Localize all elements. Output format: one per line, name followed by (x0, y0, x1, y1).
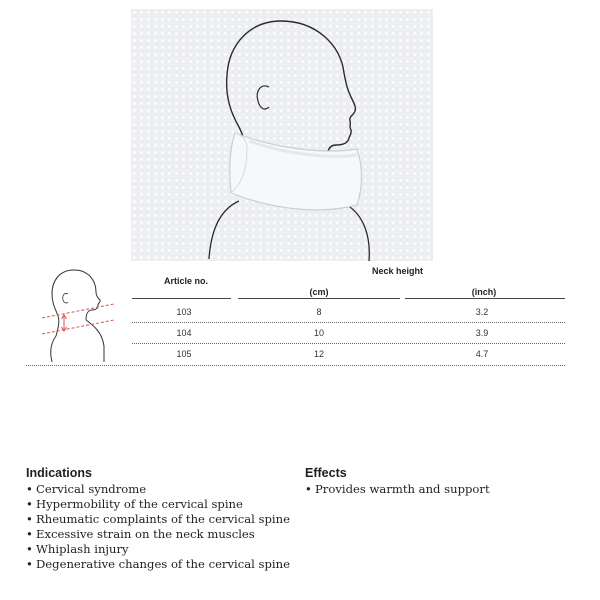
indications-title: Indications (26, 466, 92, 480)
article-cell: 104 (176, 328, 192, 338)
article-cell: 103 (176, 307, 192, 317)
neck-height-header: Neck height (372, 266, 424, 276)
list-item (26, 557, 290, 572)
unit-inch-header: (inch) (471, 287, 497, 297)
list-item (26, 497, 290, 512)
table-bottom-rule (26, 365, 565, 366)
product-image (131, 9, 433, 261)
list-item (26, 542, 290, 557)
effect-text: Provides warmth and support (315, 482, 490, 496)
effects-list (305, 482, 490, 497)
indications-list (26, 482, 290, 573)
header-rule (405, 298, 565, 299)
effects-section (305, 466, 490, 497)
bullet-icon: • (26, 542, 33, 557)
ear-outline (257, 86, 269, 109)
bullet-icon: • (26, 497, 33, 512)
inch-cell: 3.9 (475, 328, 489, 338)
indication-text: Whiplash injury (36, 542, 129, 557)
list-item (26, 482, 290, 497)
effects-title: Effects (305, 466, 347, 480)
inch-cell: 3.2 (475, 307, 489, 317)
bullet-icon: • (26, 527, 33, 542)
indication-text: Excessive strain on the neck muscles (36, 527, 255, 542)
cm-cell: 8 (316, 307, 322, 317)
bullet-icon: • (26, 512, 33, 527)
cm-cell: 10 (313, 328, 324, 338)
cm-cell: 12 (313, 349, 324, 359)
article-cell: 105 (176, 349, 192, 359)
indication-text: Cervical syndrome (36, 482, 147, 496)
indication-text: Rheumatic complaints of the cervical spine (36, 512, 290, 527)
list-item (26, 512, 290, 527)
header-rule (132, 298, 231, 299)
indication-text: Degenerative changes of the cervical spine (36, 557, 290, 572)
list-item (26, 527, 290, 542)
shoulder-outline (209, 201, 239, 259)
indication-text: Hypermobility of the cervical spine (36, 497, 243, 512)
list-item (305, 482, 490, 497)
bullet-icon: • (26, 557, 33, 572)
indications-section (26, 466, 290, 573)
row-divider (132, 322, 565, 323)
size-table (0, 262, 600, 372)
inch-cell: 4.7 (475, 349, 489, 359)
header-rule (238, 298, 400, 299)
bullet-icon: • (305, 482, 312, 496)
row-divider (132, 343, 565, 344)
article-header: Article no. (164, 276, 209, 286)
unit-cm-header: (cm) (309, 287, 329, 297)
bullet-icon: • (26, 482, 33, 496)
chest-outline (347, 205, 369, 261)
